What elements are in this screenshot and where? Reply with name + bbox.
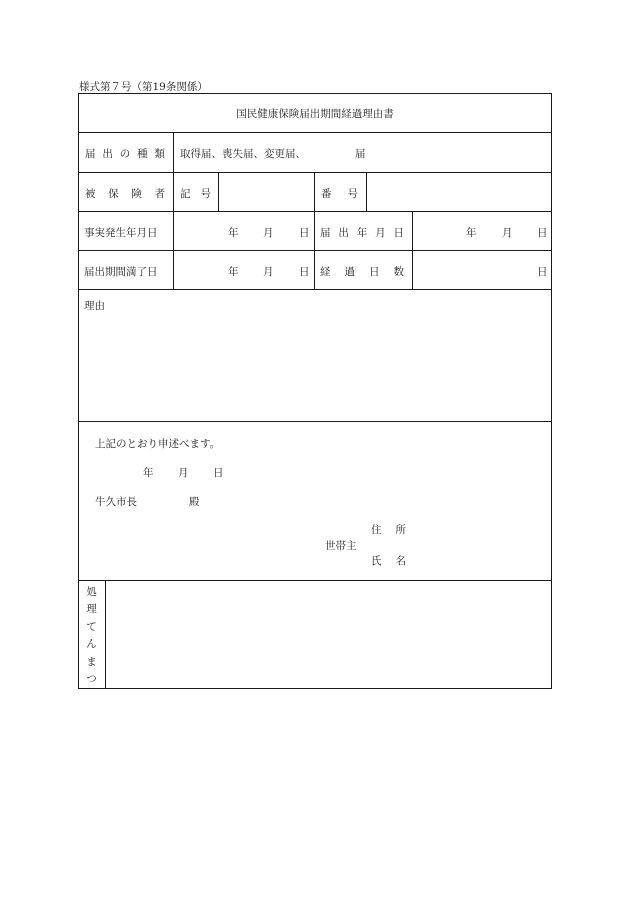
deadline-date-label: 届出期間満了日 bbox=[84, 266, 158, 278]
table-divider bbox=[78, 250, 552, 251]
processing-label: 処 理 て ん ま つ bbox=[86, 586, 97, 686]
event-date-year: 年 bbox=[228, 227, 239, 239]
filing-date-label: 届 出 年 月 日 bbox=[320, 227, 404, 239]
table-col-divider bbox=[412, 211, 413, 290]
table-border-left bbox=[78, 93, 79, 689]
table-divider bbox=[78, 580, 552, 581]
name-label: 氏 名 bbox=[371, 555, 406, 567]
elapsed-days-unit: 日 bbox=[537, 266, 548, 278]
notification-type-label: 届 出 の 種 類 bbox=[85, 148, 165, 160]
table-col-divider bbox=[366, 172, 367, 212]
declaration-year: 年 bbox=[143, 467, 154, 479]
table-col-divider bbox=[218, 172, 219, 212]
table-divider bbox=[78, 289, 552, 290]
address-label: 住 所 bbox=[371, 524, 406, 536]
deadline-date-year: 年 bbox=[228, 266, 239, 278]
table-col-divider bbox=[105, 580, 106, 689]
table-border-bottom bbox=[78, 688, 552, 689]
addressee: 牛久市長 bbox=[95, 496, 137, 508]
filing-date-month: 月 bbox=[502, 227, 513, 239]
householder-label: 世帯主 bbox=[325, 540, 357, 552]
deadline-date-day: 日 bbox=[299, 266, 310, 278]
filing-date-year: 年 bbox=[466, 227, 477, 239]
notification-type-value: 取得届、喪失届、変更届、 bbox=[180, 148, 306, 160]
addressee-honorific: 殿 bbox=[189, 496, 200, 508]
event-date-label: 事実発生年月日 bbox=[84, 227, 158, 239]
reason-label: 理由 bbox=[84, 300, 105, 312]
declaration-statement: 上記のとおり申述べます。 bbox=[95, 438, 221, 450]
table-border-top bbox=[78, 93, 552, 94]
insured-symbol-label: 記 号 bbox=[180, 188, 211, 200]
declaration-month: 月 bbox=[178, 467, 189, 479]
table-divider bbox=[78, 211, 552, 212]
table-col-divider bbox=[314, 172, 315, 290]
table-divider bbox=[78, 172, 552, 173]
table-divider bbox=[78, 421, 552, 422]
event-date-day: 日 bbox=[299, 227, 310, 239]
filing-date-day: 日 bbox=[537, 227, 548, 239]
table-col-divider bbox=[173, 132, 174, 290]
table-border-right bbox=[551, 93, 552, 689]
insured-number-label: 番 号 bbox=[321, 188, 358, 200]
form-title: 国民健康保険届出期間経過理由書 bbox=[236, 108, 394, 120]
form-number: 様式第７号（第19条関係） bbox=[79, 81, 208, 93]
insured-label: 被 保 険 者 bbox=[85, 188, 165, 200]
elapsed-days-label: 経 過 日 数 bbox=[320, 266, 404, 278]
deadline-date-month: 月 bbox=[263, 266, 274, 278]
notification-type-suffix: 届 bbox=[355, 148, 366, 160]
table-divider bbox=[78, 132, 552, 133]
event-date-month: 月 bbox=[263, 227, 274, 239]
declaration-day: 日 bbox=[213, 467, 224, 479]
